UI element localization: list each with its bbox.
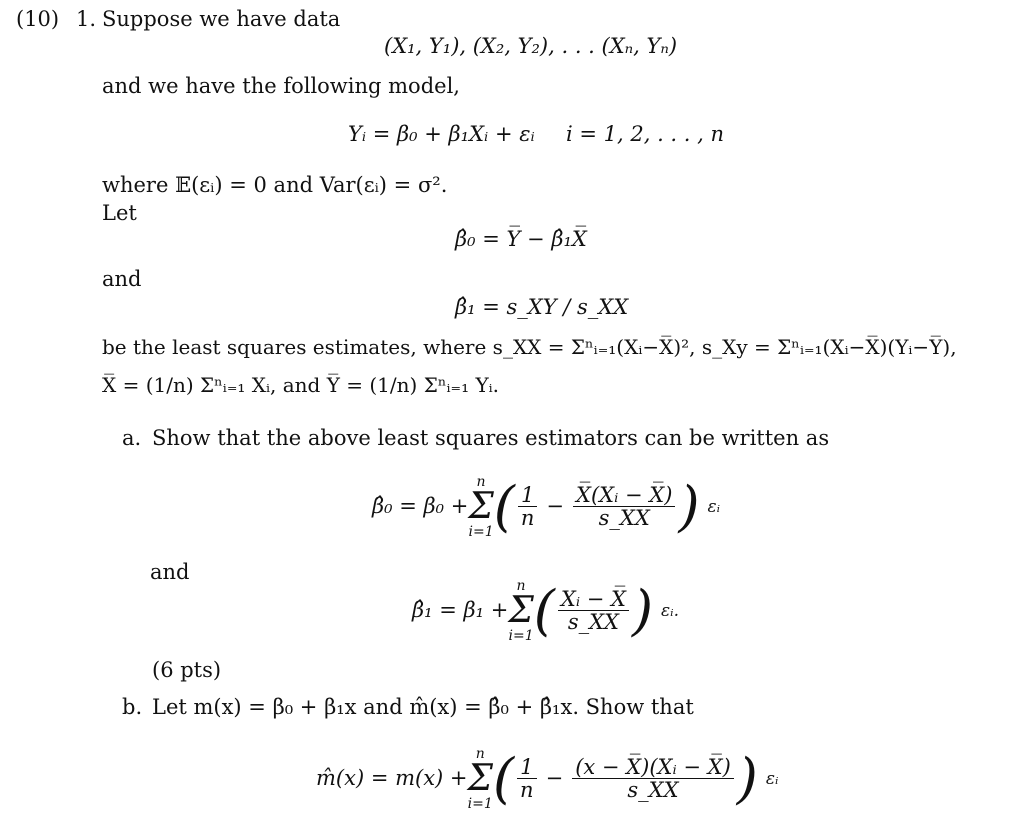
eq2-lhs: β̂₁ = β₁ +: [412, 598, 509, 623]
part-a-text: Show that the above least squares estimators can be written as: [152, 426, 830, 450]
where-line: where 𝔼(εᵢ) = 0 and Var(εᵢ) = σ².: [102, 173, 448, 197]
and-label-1: and: [102, 267, 142, 291]
sum-sign-1: Σ: [468, 486, 494, 527]
model-index: i = 1, 2, . . . , n: [566, 122, 725, 146]
frac-num-4: 1: [517, 756, 537, 779]
one-over-n-3: [517, 756, 537, 802]
eq2-tail: εᵢ.: [661, 600, 679, 621]
sum-symbol-1: [468, 475, 493, 539]
part-a-label: a.: [122, 426, 142, 450]
data-line: (X₁, Y₁), (X₂, Y₂), . . . (Xₙ, Yₙ): [384, 34, 678, 58]
means-line: X̅ = (1/n) Σⁿᵢ₌₁ Xᵢ, and Y̅ = (1/n) Σⁿᵢ₌₁ Yᵢ.: [102, 373, 500, 397]
eq1-tail: εᵢ: [707, 496, 721, 517]
eq1-lhs: β̂₀ = β₀ +: [372, 494, 469, 519]
sum-upper-1: n: [476, 474, 486, 490]
right-paren-3: ): [736, 747, 758, 810]
equation-beta0-hat: β̂₀ = β₀ + n Σ i=1 ( $\frac{1}{n}$ − $\frac{\text{X̅(Xᵢ − X̅)}}{s\_XX}$ ) εᵢ: [372, 474, 721, 540]
sum-symbol-3: [468, 747, 493, 811]
frac-num-3: Xᵢ − X̅: [558, 588, 629, 611]
equation-m-hat: m̂(x) = m(x) + n Σ i=1 ( $\frac{1}{n}$ − $\frac{\text{(x − X̅)(Xᵢ − X̅)}}{s\_XX}$ ) εᵢ: [316, 746, 779, 812]
problem-points: (10): [16, 7, 60, 31]
sum-upper-3: n: [475, 746, 485, 762]
part-b-label: b.: [122, 695, 143, 719]
frac-den-3: s_XX: [567, 609, 619, 634]
sum-sign-2: Σ: [508, 590, 534, 631]
part-a-points: (6 pts): [152, 658, 222, 682]
frac-den-1: n: [520, 505, 535, 530]
right-paren-1: ): [678, 475, 700, 538]
sum-lower-3: i=1: [467, 796, 493, 812]
x-fraction-3: [572, 756, 734, 802]
sum-lower-2: i=1: [508, 628, 534, 644]
eq3-tail: εᵢ: [765, 768, 779, 789]
model-intro: and we have the following model,: [102, 74, 460, 98]
problem-number: 1.: [76, 7, 97, 31]
and-label-2: and: [150, 560, 190, 584]
beta1-hat-definition: β̂₁ = s_XY / s_XX: [455, 295, 629, 319]
sum-upper-2: n: [516, 578, 526, 594]
sum-sign-3: Σ: [467, 758, 493, 799]
one-over-n-1: [518, 484, 538, 530]
equation-beta1-hat: [412, 576, 679, 646]
frac-num-5: (x − X̅)(Xᵢ − X̅): [572, 756, 734, 779]
right-paren-2: ): [631, 579, 654, 642]
left-paren-1: (: [493, 475, 515, 538]
left-paren-3: (: [492, 747, 515, 810]
frac-den-5: s_XX: [627, 777, 679, 802]
frac-num-1: 1: [518, 484, 538, 507]
let-label: Let: [102, 201, 137, 225]
frac-num-2: X̅(Xᵢ − X̅): [573, 484, 675, 507]
frac-den-2: s_XX: [598, 505, 650, 530]
frac-den-4: n: [520, 777, 534, 802]
sum-lower-1: i=1: [468, 524, 494, 540]
x-fraction-2: [558, 588, 629, 634]
beta0-hat-definition: β̂₀ = Y̅ − β̂₁X̅: [455, 227, 587, 251]
eq3-lhs: m̂(x) = m(x) +: [316, 766, 468, 791]
left-paren-2: (: [533, 579, 555, 642]
model-equation: Yᵢ = β₀ + β₁Xᵢ + εᵢ: [348, 122, 535, 146]
xbar-fraction-1: [573, 484, 675, 530]
sum-symbol-2: [508, 579, 533, 643]
least-squares-line: be the least squares estimates, where s_XX = Σⁿᵢ₌₁(Xᵢ−X̅)², s_Xy = Σⁿᵢ₌₁(Xᵢ−X̅)(Yᵢ−Y̅),: [102, 335, 957, 359]
problem-intro: Suppose we have data: [102, 7, 341, 31]
part-b-text: Let m(x) = β₀ + β₁x and m̂(x) = β̂₀ + β̂₁x. Show that: [152, 695, 694, 719]
